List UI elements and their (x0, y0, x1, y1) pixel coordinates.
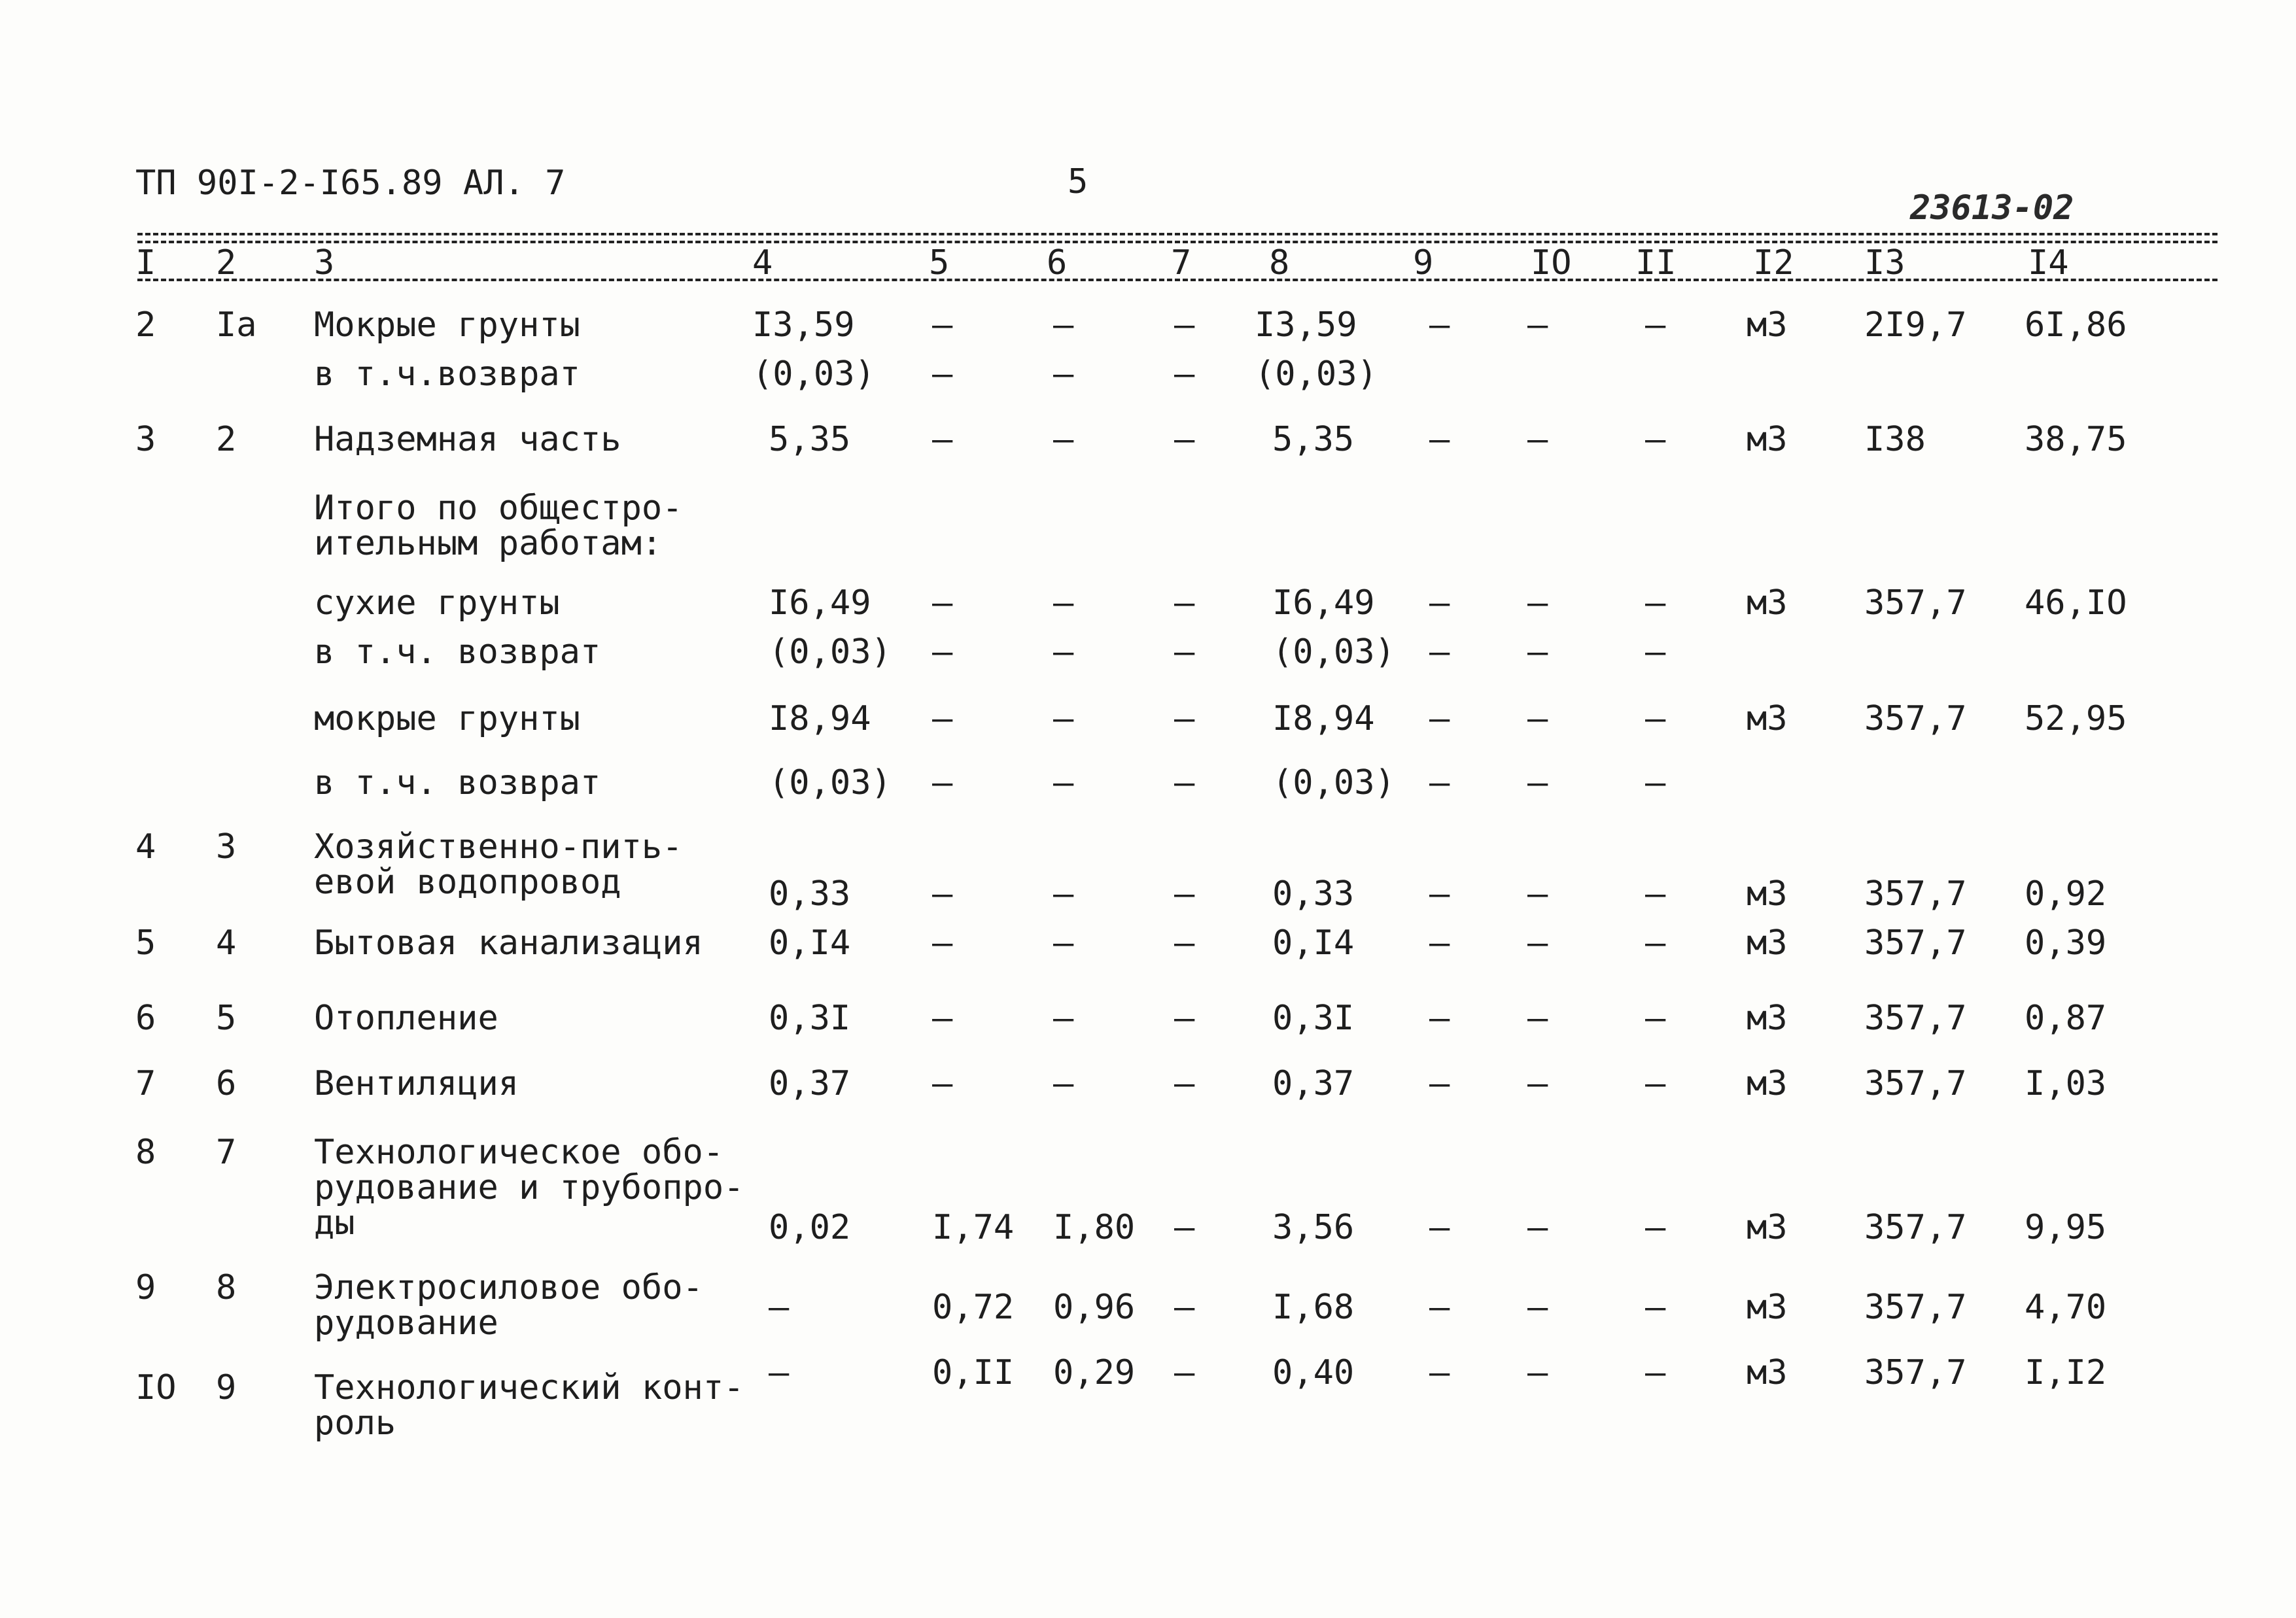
table-cell: 0,96 (1053, 1288, 1136, 1327)
table-cell: I,74 (932, 1208, 1015, 1247)
table-cell: – (1645, 420, 1666, 459)
table-cell: – (1527, 699, 1548, 738)
table-cell: – (1053, 1064, 1074, 1103)
table-cell: 0,3I (769, 999, 851, 1038)
table-cell: – (1174, 632, 1195, 672)
table-cell: – (932, 420, 953, 459)
table-cell: – (1053, 583, 1074, 623)
table-cell: – (1645, 763, 1666, 802)
table-cell: Iа (216, 305, 257, 345)
table-cell: 357,7 (1864, 1064, 1967, 1103)
table-cell: – (1174, 1353, 1195, 1392)
table-cell: 6 (216, 1064, 237, 1103)
table-cell: 357,7 (1864, 699, 1967, 738)
table-cell: 357,7 (1864, 1288, 1967, 1327)
table-cell: – (1645, 874, 1666, 914)
table-cell: 3 (135, 420, 156, 459)
column-number-3: 3 (314, 243, 335, 283)
table-cell: (0,03) (1272, 632, 1395, 672)
table-cell: – (1174, 583, 1195, 623)
table-cell: 9 (135, 1268, 156, 1307)
table-cell: (0,03) (1255, 354, 1378, 394)
table-cell: 5,35 (769, 420, 851, 459)
table-cell: м3 (1747, 305, 1788, 345)
row-description: в т.ч. возврат (314, 763, 601, 802)
column-number-2: 2 (216, 243, 237, 283)
table-cell: 357,7 (1864, 583, 1967, 623)
table-cell: – (932, 583, 953, 623)
table-cell: – (932, 999, 953, 1038)
table-cell: I,I2 (2025, 1353, 2107, 1392)
table-cell: – (932, 699, 953, 738)
table-cell: 0,37 (769, 1064, 851, 1103)
table-cell: – (1174, 305, 1195, 345)
table-cell: 357,7 (1864, 874, 1967, 914)
column-number-14: I4 (2028, 243, 2069, 283)
column-number-4: 4 (752, 243, 773, 283)
row-description: Надземная часть (314, 420, 621, 459)
table-cell: 0,39 (2025, 923, 2107, 963)
table-cell: – (932, 763, 953, 802)
table-cell: – (1053, 632, 1074, 672)
table-cell: 2 (216, 420, 237, 459)
column-number-8: 8 (1269, 243, 1290, 283)
row-description: Технологическое обо- рудование и трубопро- ды (314, 1133, 744, 1243)
table-cell: – (1527, 763, 1548, 802)
table-cell: – (1527, 999, 1548, 1038)
row-description: Итого по общестро- ительным работам: (314, 489, 683, 563)
table-cell: – (1645, 1064, 1666, 1103)
table-cell: – (932, 305, 953, 345)
table-cell: – (1053, 305, 1074, 345)
row-description: Электросиловое обо- рудование (314, 1268, 703, 1343)
table-cell: – (1645, 699, 1666, 738)
table-cell: – (1429, 1353, 1450, 1392)
archive-stamp: 23613-02 (1910, 188, 2074, 228)
table-cell: – (1645, 923, 1666, 963)
table-cell: – (1527, 1064, 1548, 1103)
table-cell: IO (135, 1368, 177, 1407)
table-cell: – (1174, 699, 1195, 738)
column-number-7: 7 (1171, 243, 1192, 283)
table-cell: (0,03) (752, 354, 875, 394)
table-cell: м3 (1747, 1353, 1788, 1392)
table-cell: – (932, 1064, 953, 1103)
table-cell: 46,IO (2025, 583, 2127, 623)
table-cell: – (932, 874, 953, 914)
table-cell: I38 (1864, 420, 1926, 459)
table-cell: – (1645, 1208, 1666, 1247)
row-description: Бытовая канализация (314, 923, 703, 963)
table-cell: – (1645, 999, 1666, 1038)
row-description: в т.ч.возврат (314, 354, 580, 394)
table-cell: 5,35 (1272, 420, 1355, 459)
table-cell: – (1527, 874, 1548, 914)
table-cell: – (1174, 763, 1195, 802)
table-cell: м3 (1747, 420, 1788, 459)
table-cell: – (1527, 420, 1548, 459)
table-cell: 7 (216, 1133, 237, 1172)
row-description: Технологический конт- роль (314, 1368, 744, 1443)
table-cell: – (1429, 874, 1450, 914)
table-cell: 2 (135, 305, 156, 345)
table-cell: м3 (1747, 874, 1788, 914)
table-cell: 0,I4 (769, 923, 851, 963)
table-cell: – (1053, 699, 1074, 738)
table-cell: I8,94 (769, 699, 871, 738)
table-cell: м3 (1747, 923, 1788, 963)
table-cell: 357,7 (1864, 999, 1967, 1038)
table-cell: – (1429, 632, 1450, 672)
table-cell: 0,33 (769, 874, 851, 914)
table-cell: 4,70 (2025, 1288, 2107, 1327)
table-cell: I,80 (1053, 1208, 1136, 1247)
table-cell: 5 (216, 999, 237, 1038)
table-cell: – (1174, 999, 1195, 1038)
table-cell: 0,72 (932, 1288, 1015, 1327)
table-cell: – (1645, 583, 1666, 623)
table-cell: – (1174, 420, 1195, 459)
table-cell: м3 (1747, 699, 1788, 738)
table-cell: м3 (1747, 1064, 1788, 1103)
table-cell: – (1429, 763, 1450, 802)
table-cell: 0,92 (2025, 874, 2107, 914)
table-cell: – (1527, 1208, 1548, 1247)
table-cell: 7 (135, 1064, 156, 1103)
table-cell: 4 (216, 923, 237, 963)
top-rule (137, 233, 2218, 235)
table-cell: – (1429, 923, 1450, 963)
table-cell: – (1053, 923, 1074, 963)
table-cell: – (1429, 1288, 1450, 1327)
table-cell: 2I9,7 (1864, 305, 1967, 345)
table-cell: – (1174, 874, 1195, 914)
table-cell: – (769, 1288, 790, 1327)
table-cell: м3 (1747, 999, 1788, 1038)
table-cell: 5 (135, 923, 156, 963)
table-cell: – (1053, 763, 1074, 802)
table-cell: – (932, 923, 953, 963)
table-cell: 0,40 (1272, 1353, 1355, 1392)
column-number-6: 6 (1047, 243, 1068, 283)
table-cell: 0,37 (1272, 1064, 1355, 1103)
table-cell: – (1527, 305, 1548, 345)
table-cell: 38,75 (2025, 420, 2127, 459)
table-cell: – (1053, 874, 1074, 914)
table-cell: 8 (135, 1133, 156, 1172)
table-cell: 0,02 (769, 1208, 851, 1247)
table-cell: – (1174, 923, 1195, 963)
table-cell: 357,7 (1864, 923, 1967, 963)
table-cell: – (1174, 1288, 1195, 1327)
table-cell: – (1527, 583, 1548, 623)
table-cell: 0,87 (2025, 999, 2107, 1038)
table-cell: I8,94 (1272, 699, 1375, 738)
table-cell: I,03 (2025, 1064, 2107, 1103)
row-description: Отопление (314, 999, 498, 1038)
table-cell: – (1527, 923, 1548, 963)
table-cell: – (1429, 583, 1450, 623)
column-number-11: II (1635, 243, 1677, 283)
table-cell: – (1174, 354, 1195, 394)
table-cell: 9 (216, 1368, 237, 1407)
table-cell: – (1645, 305, 1666, 345)
table-cell: – (1527, 632, 1548, 672)
table-cell: м3 (1747, 1288, 1788, 1327)
table-cell: I3,59 (1255, 305, 1357, 345)
table-cell: 3,56 (1272, 1208, 1355, 1247)
table-cell: – (1174, 1064, 1195, 1103)
table-cell: 9,95 (2025, 1208, 2107, 1247)
table-cell: – (1645, 1353, 1666, 1392)
table-cell: 0,29 (1053, 1353, 1136, 1392)
table-cell: (0,03) (769, 632, 892, 672)
row-description: Вентиляция (314, 1064, 519, 1103)
table-cell: – (1429, 1064, 1450, 1103)
row-description: в т.ч. возврат (314, 632, 601, 672)
table-cell: 6 (135, 999, 156, 1038)
table-cell: I6,49 (769, 583, 871, 623)
row-description: Мокрые грунты (314, 305, 580, 345)
table-cell: I,68 (1272, 1288, 1355, 1327)
column-number-1: I (135, 243, 156, 283)
table-cell: – (1429, 699, 1450, 738)
table-cell: м3 (1747, 1208, 1788, 1247)
table-cell: – (1429, 999, 1450, 1038)
table-cell: 0,3I (1272, 999, 1355, 1038)
document-id: ТП 90I-2-I65.89 АЛ. 7 (135, 164, 566, 203)
row-description: сухие грунты (314, 583, 560, 623)
table-cell: 8 (216, 1268, 237, 1307)
column-number-12: I2 (1753, 243, 1794, 283)
table-cell: – (1527, 1288, 1548, 1327)
table-cell: 0,I4 (1272, 923, 1355, 963)
row-description: Хозяйственно-пить- евой водопровод (314, 827, 683, 902)
table-cell: – (1645, 1288, 1666, 1327)
table-cell: I6,49 (1272, 583, 1375, 623)
table-cell: – (1645, 632, 1666, 672)
table-cell: 4 (135, 827, 156, 867)
column-number-13: I3 (1864, 243, 1905, 283)
page-number: 5 (1068, 162, 1088, 201)
table-cell: – (1053, 354, 1074, 394)
table-cell: 0,33 (1272, 874, 1355, 914)
table-cell: (0,03) (769, 763, 892, 802)
table-cell: 0,II (932, 1353, 1015, 1392)
table-cell: – (1429, 420, 1450, 459)
table-cell: – (1174, 1208, 1195, 1247)
table-cell: – (1429, 305, 1450, 345)
table-cell: (0,03) (1272, 763, 1395, 802)
table-cell: 52,95 (2025, 699, 2127, 738)
column-number-9: 9 (1413, 243, 1434, 283)
table-cell: – (1053, 420, 1074, 459)
table-cell: – (932, 632, 953, 672)
table-cell: – (932, 354, 953, 394)
table-cell: 3 (216, 827, 237, 867)
column-number-10: IO (1531, 243, 1572, 283)
table-cell: – (1429, 1208, 1450, 1247)
table-cell: – (1527, 1353, 1548, 1392)
row-description: мокрые грунты (314, 699, 580, 738)
table-cell: 357,7 (1864, 1208, 1967, 1247)
table-cell: 6I,86 (2025, 305, 2127, 345)
column-number-5: 5 (929, 243, 950, 283)
table-cell: 357,7 (1864, 1353, 1967, 1392)
table-cell: – (1053, 999, 1074, 1038)
table-cell: – (769, 1353, 790, 1392)
table-cell: м3 (1747, 583, 1788, 623)
table-cell: I3,59 (752, 305, 855, 345)
